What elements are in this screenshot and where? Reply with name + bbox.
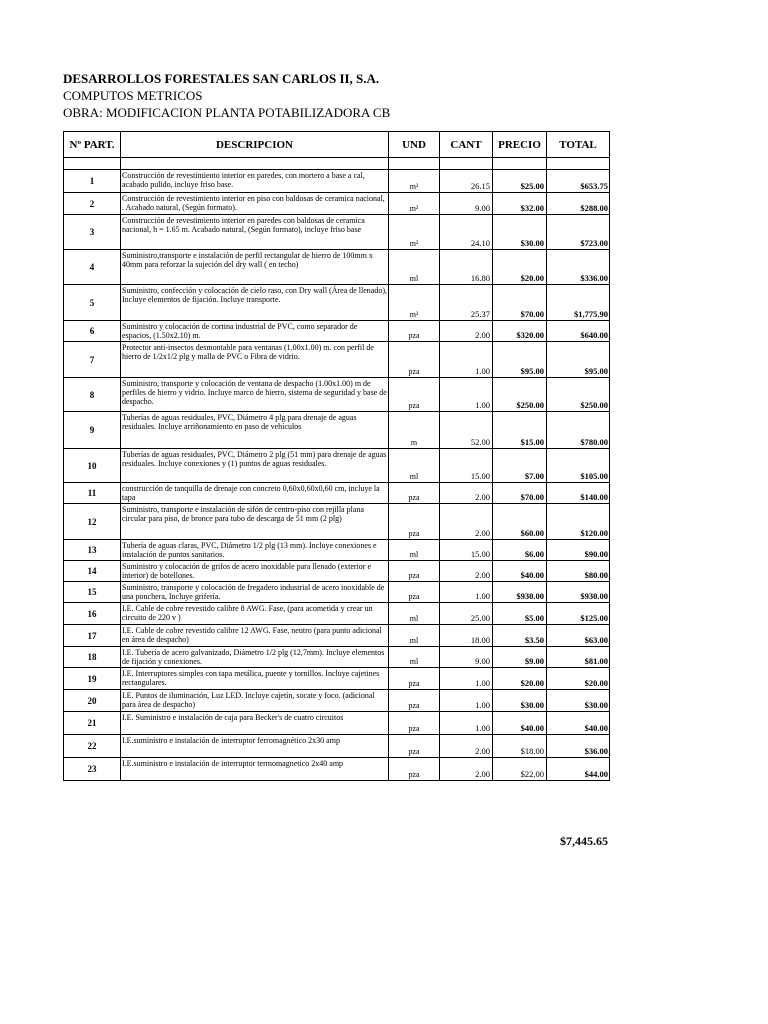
item-price: $6.00 (493, 540, 547, 561)
table-row (64, 603, 610, 625)
item-total: $723.00 (547, 215, 610, 250)
item-total: $140.00 (547, 483, 610, 504)
item-price: $70.00 (493, 285, 547, 321)
table-row (64, 504, 610, 540)
table-row (64, 668, 610, 690)
item-number: 15 (64, 582, 121, 603)
item-unit: ml (389, 449, 440, 483)
item-price: $930.00 (493, 582, 547, 603)
item-description: I.E. Cable de cobre revestido calibre 8 AWG. Fase, (para acometida y crear un circuito de 220 v ) (121, 603, 389, 625)
item-total: $36.00 (547, 735, 610, 758)
item-quantity: 18.00 (440, 625, 493, 647)
item-number: 1 (64, 170, 121, 193)
item-unit: pza (389, 378, 440, 412)
item-description: Suministro, transporte y colocación de ventana de despacho (1.00x1.00) m de perfiles de hierro y vidrio. Incluye marco de hierro, sistema de seguridad y base de despacho. (121, 378, 389, 412)
item-unit: pza (389, 504, 440, 540)
item-quantity: 9.00 (440, 647, 493, 668)
item-quantity: 25.00 (440, 603, 493, 625)
item-price: $250.00 (493, 378, 547, 412)
item-quantity: 2.00 (440, 758, 493, 781)
item-unit: pza (389, 758, 440, 781)
item-price: $30.00 (493, 690, 547, 712)
item-price: $20.00 (493, 250, 547, 285)
item-number: 8 (64, 378, 121, 412)
item-total: $63.00 (547, 625, 610, 647)
item-total: $640.00 (547, 321, 610, 342)
column-header-description: DESCRIPCION (121, 132, 389, 158)
item-unit: pza (389, 582, 440, 603)
item-description: I.E. Tubería de acero galvanizado, Diámetro 1/2 plg (12,7mm). Incluye elementos de fijación y conexiones. (121, 647, 389, 668)
item-unit: ml (389, 540, 440, 561)
item-number: 22 (64, 735, 121, 758)
item-price: $70.00 (493, 483, 547, 504)
item-price: $320.00 (493, 321, 547, 342)
item-description: I.E. Cable de cobre revestido calibre 12 AWG. Fase, neutro (para punto adicional en área de despacho) (121, 625, 389, 647)
item-number: 5 (64, 285, 121, 321)
table-row (64, 321, 610, 342)
item-total: $20.00 (547, 668, 610, 690)
item-number: 12 (64, 504, 121, 540)
item-description: Suministro y colocación de cortina industrial de PVC, como separador de espacios, (1.50x2.10) m. (121, 321, 389, 342)
item-quantity: 24.10 (440, 215, 493, 250)
item-description: Protector anti-insectos desmontable para ventanas (1.00x1.00) m. con perfil de hierro de 1/2x1/2 plg y malla de PVC o Fibra de vidrio. (121, 342, 389, 378)
table-row (64, 250, 610, 285)
item-unit: pza (389, 342, 440, 378)
table-row (64, 540, 610, 561)
item-total: $780.00 (547, 412, 610, 449)
item-description: I.E. Interruptores simples con tapa metálica, puente y tornillos. Incluye cajetines rectangulares. (121, 668, 389, 690)
table-row (64, 378, 610, 412)
document-header (63, 70, 390, 121)
spacer-cell (64, 158, 121, 170)
item-unit: pza (389, 561, 440, 582)
table-row (64, 561, 610, 582)
table-row (64, 483, 610, 504)
item-price: $40.00 (493, 561, 547, 582)
table-row (64, 758, 610, 781)
item-total: $653.75 (547, 170, 610, 193)
item-number: 2 (64, 193, 121, 215)
item-description: Construcción de revestimiento interior en paredes, con mortero a base a cal, acabado pulido, incluye friso base. (121, 170, 389, 193)
spacer-cell (440, 158, 493, 170)
table-row (64, 449, 610, 483)
column-header-quantity: CANT (440, 132, 493, 158)
item-description: Construcción de revestimiento interior en piso con baldosas de ceramica nacional, . Acabado natural, (Según formato). (121, 193, 389, 215)
spacer-cell (121, 158, 389, 170)
item-price: $32.00 (493, 193, 547, 215)
table-header-row (64, 132, 610, 158)
item-description: Tuberías de aguas residuales, PVC, Diámetro 4 plg para drenaje de aguas residuales. Incluye arriñonamiento en paso de vehículos (121, 412, 389, 449)
item-price: $3.50 (493, 625, 547, 647)
spacer-row (64, 158, 610, 170)
table-row (64, 285, 610, 321)
item-description: I.E.suministro e instalación de interruptor termomagnetico 2x40 amp (121, 758, 389, 781)
document-subtitle: COMPUTOS METRICOS (63, 88, 203, 103)
item-total: $90.00 (547, 540, 610, 561)
item-unit: pza (389, 735, 440, 758)
item-unit: m² (389, 215, 440, 250)
item-price: $95.00 (493, 342, 547, 378)
column-header-unit: UND (389, 132, 440, 158)
item-unit: m² (389, 193, 440, 215)
item-description: I.E. Suministro e instalación de caja para Becker's de cuatro circuitos (121, 712, 389, 735)
item-number: 9 (64, 412, 121, 449)
item-quantity: 1.00 (440, 342, 493, 378)
item-number: 6 (64, 321, 121, 342)
table-row (64, 712, 610, 735)
table-row (64, 342, 610, 378)
item-quantity: 1.00 (440, 378, 493, 412)
item-quantity: 2.00 (440, 483, 493, 504)
item-total: $81.00 (547, 647, 610, 668)
item-description: Suministro,transporte e instalación de perfil rectangular de hierro de 100mm x 40mm para reforzar la sujeción del dry wall ( en techo) (121, 250, 389, 285)
item-quantity: 1.00 (440, 582, 493, 603)
item-unit: pza (389, 668, 440, 690)
item-unit: pza (389, 712, 440, 735)
item-total: $80.00 (547, 561, 610, 582)
table-row (64, 625, 610, 647)
item-total: $250.00 (547, 378, 610, 412)
item-price: $5.00 (493, 603, 547, 625)
item-number: 19 (64, 668, 121, 690)
table-row (64, 582, 610, 603)
table-row (64, 412, 610, 449)
item-unit: m² (389, 285, 440, 321)
item-quantity: 9.00 (440, 193, 493, 215)
item-number: 14 (64, 561, 121, 582)
item-unit: ml (389, 647, 440, 668)
company-name: DESARROLLOS FORESTALES SAN CARLOS II, S.A. (63, 71, 380, 86)
project-name: OBRA: MODIFICACION PLANTA POTABILIZADORA CB (63, 105, 391, 120)
table-row (64, 647, 610, 668)
item-quantity: 2.00 (440, 504, 493, 540)
table-row (64, 690, 610, 712)
item-description: Suministro y colocación de grifos de acero inoxidable para llenado (exterior e interior) de botellones. (121, 561, 389, 582)
table-row (64, 735, 610, 758)
item-price: $60.00 (493, 504, 547, 540)
item-total: $30.00 (547, 690, 610, 712)
item-number: 18 (64, 647, 121, 668)
item-unit: m (389, 412, 440, 449)
item-quantity: 1.00 (440, 690, 493, 712)
item-number: 3 (64, 215, 121, 250)
column-header-part: Nº PART. (64, 132, 121, 158)
item-description: Tubería de aguas claras, PVC, Diámetro 1/2 plg (13 mm). Incluye conexiones e instalación de puntos sanitarios. (121, 540, 389, 561)
item-number: 13 (64, 540, 121, 561)
item-quantity: 2.00 (440, 561, 493, 582)
computations-table (63, 131, 610, 781)
item-unit: ml (389, 603, 440, 625)
item-number: 10 (64, 449, 121, 483)
item-number: 21 (64, 712, 121, 735)
item-unit: pza (389, 690, 440, 712)
item-description: Tuberías de aguas residuales, PVC, Diámetro 2 plg (51 mm) para drenaje de aguas residuales. Incluye conexiones y (1) puntos de aguas residuales. (121, 449, 389, 483)
item-number: 7 (64, 342, 121, 378)
item-unit: ml (389, 250, 440, 285)
item-quantity: 15.00 (440, 449, 493, 483)
table-row (64, 170, 610, 193)
item-description: Suministro, confección y colocación de cielo raso, con Dry wall (Área de llenado), Incluye elementos de fijación. Incluye transporte. (121, 285, 389, 321)
column-header-total: TOTAL (547, 132, 610, 158)
item-quantity: 26.15 (440, 170, 493, 193)
item-description: construcción de tanquilla de drenaje con concreto 0,60x0,60x0,60 cm, incluye la tapa (121, 483, 389, 504)
item-description: I.E. Puntos de iluminación, Luz LED. Incluye cajetín, socate y foco. (adicional para área de despacho) (121, 690, 389, 712)
item-unit: ml (389, 625, 440, 647)
grand-total: $7,445.65 (560, 834, 608, 848)
item-number: 4 (64, 250, 121, 285)
item-number: 17 (64, 625, 121, 647)
item-price: $30.00 (493, 215, 547, 250)
item-description: Construcción de revestimiento interior en paredes con baldosas de ceramica nacional, h = 1.65 m. Acabado natural, (Según formato), incluye friso base (121, 215, 389, 250)
item-price: $25.00 (493, 170, 547, 193)
item-total: $288.00 (547, 193, 610, 215)
item-total: $44.00 (547, 758, 610, 781)
item-number: 11 (64, 483, 121, 504)
item-quantity: 1.00 (440, 668, 493, 690)
item-total: $40.00 (547, 712, 610, 735)
item-unit: m² (389, 170, 440, 193)
item-number: 16 (64, 603, 121, 625)
spacer-cell (547, 158, 610, 170)
item-total: $1,775.90 (547, 285, 610, 321)
item-description: Suministro, transporte e instalación de sifón de centro-piso con rejilla plana circular para piso, de bronce para tubo de descarga de 51 mm (2 plg) (121, 504, 389, 540)
spacer-cell (389, 158, 440, 170)
item-description: Suministro, transporte y colocación de fregadero industrial de acero inoxidable de una ponchera, Incluye grifería. (121, 582, 389, 603)
item-quantity: 52.00 (440, 412, 493, 449)
item-total: $336.00 (547, 250, 610, 285)
item-price: $20.00 (493, 668, 547, 690)
item-total: $105.00 (547, 449, 610, 483)
item-price: $40.00 (493, 712, 547, 735)
item-total: $125.00 (547, 603, 610, 625)
column-header-price: PRECIO (493, 132, 547, 158)
item-description: I.E.suministro e instalación de interruptor ferromagnético 2x30 amp (121, 735, 389, 758)
item-number: 20 (64, 690, 121, 712)
item-price: $9.00 (493, 647, 547, 668)
spacer-cell (493, 158, 547, 170)
item-total: $120.00 (547, 504, 610, 540)
item-unit: pza (389, 321, 440, 342)
item-quantity: 16.80 (440, 250, 493, 285)
item-price: $15.00 (493, 412, 547, 449)
table-body (64, 170, 610, 781)
item-quantity: 15.00 (440, 540, 493, 561)
item-unit: pza (389, 483, 440, 504)
table-row (64, 193, 610, 215)
item-quantity: 25.37 (440, 285, 493, 321)
item-total: $930.00 (547, 582, 610, 603)
item-price: $22.00 (493, 758, 547, 781)
item-total: $95.00 (547, 342, 610, 378)
item-quantity: 1.00 (440, 712, 493, 735)
item-price: $7.00 (493, 449, 547, 483)
item-number: 23 (64, 758, 121, 781)
table-row (64, 215, 610, 250)
item-quantity: 2.00 (440, 321, 493, 342)
item-quantity: 2.00 (440, 735, 493, 758)
item-price: $18.00 (493, 735, 547, 758)
